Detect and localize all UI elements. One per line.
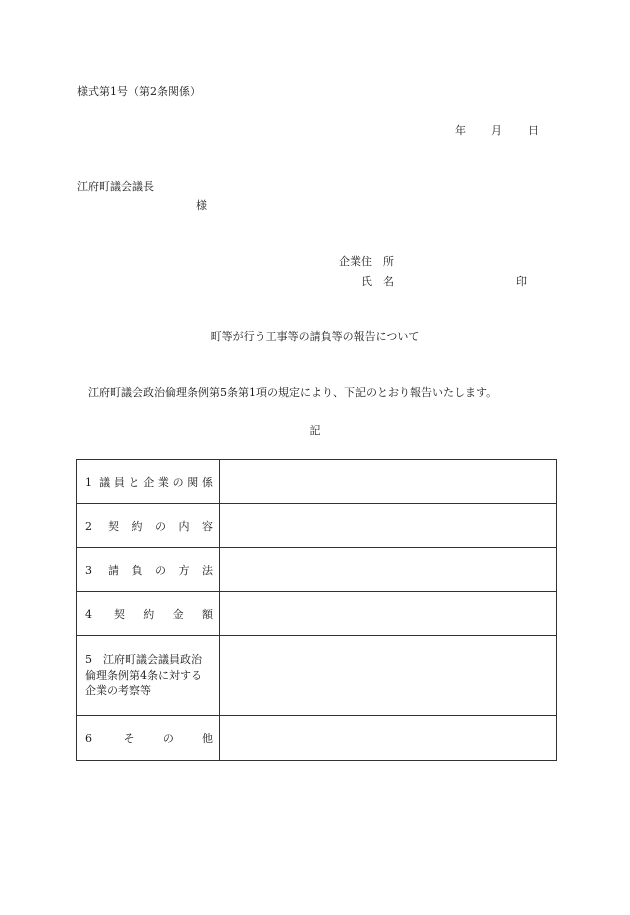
row-value-cell[interactable] <box>220 592 557 636</box>
honorific: 様 <box>196 199 207 212</box>
date-year-label: 年 <box>455 124 466 137</box>
document-title: 町等が行う工事等の請負等の報告について <box>210 330 420 343</box>
row-value-cell[interactable] <box>220 460 557 504</box>
name-label: 氏 名 <box>361 275 394 288</box>
row-label-cell <box>77 460 220 504</box>
row-value-cell[interactable] <box>220 548 557 592</box>
table-row <box>77 504 557 548</box>
table-row <box>77 716 557 761</box>
row-label-cell <box>77 592 220 636</box>
row-label: 6 その他 <box>85 732 213 745</box>
report-table <box>76 459 557 761</box>
table-row <box>77 636 557 716</box>
ki-heading: 記 <box>309 424 321 437</box>
row-label-line: 5 江府町議会議員政治 <box>85 652 202 666</box>
table-row <box>77 460 557 504</box>
date-month-label: 月 <box>491 124 502 137</box>
form-number: 様式第1号（第2条関係） <box>77 85 201 98</box>
row-label: 3 請負の方法 <box>85 563 213 577</box>
addressee: 江府町議会議長 <box>77 180 154 193</box>
row-label-line: 倫理条例第4条に対する <box>85 668 202 682</box>
seal-mark: 印 <box>516 275 527 288</box>
row-label-line: 企業の考察等 <box>85 684 151 698</box>
row-label: 1 議員と企業の関係 <box>85 475 213 489</box>
row-label-cell <box>77 716 220 761</box>
body-text: 江府町議会政治倫理条例第5条第1項の規定により、下記のとおり報告いたします。 <box>88 386 498 399</box>
row-value-cell[interactable] <box>220 636 557 716</box>
row-label-cell <box>77 636 220 716</box>
row-label-cell <box>77 504 220 548</box>
row-value-cell[interactable] <box>220 716 557 761</box>
row-label: 4 契約金額 <box>85 607 213 621</box>
row-label <box>85 652 213 700</box>
row-value-cell[interactable] <box>220 504 557 548</box>
company-address-label: 企業住 所 <box>339 255 394 268</box>
row-label: 2 契約の内容 <box>85 519 213 533</box>
table-row <box>77 592 557 636</box>
row-label-cell <box>77 548 220 592</box>
table-row <box>77 548 557 592</box>
date-day-label: 日 <box>528 124 539 137</box>
